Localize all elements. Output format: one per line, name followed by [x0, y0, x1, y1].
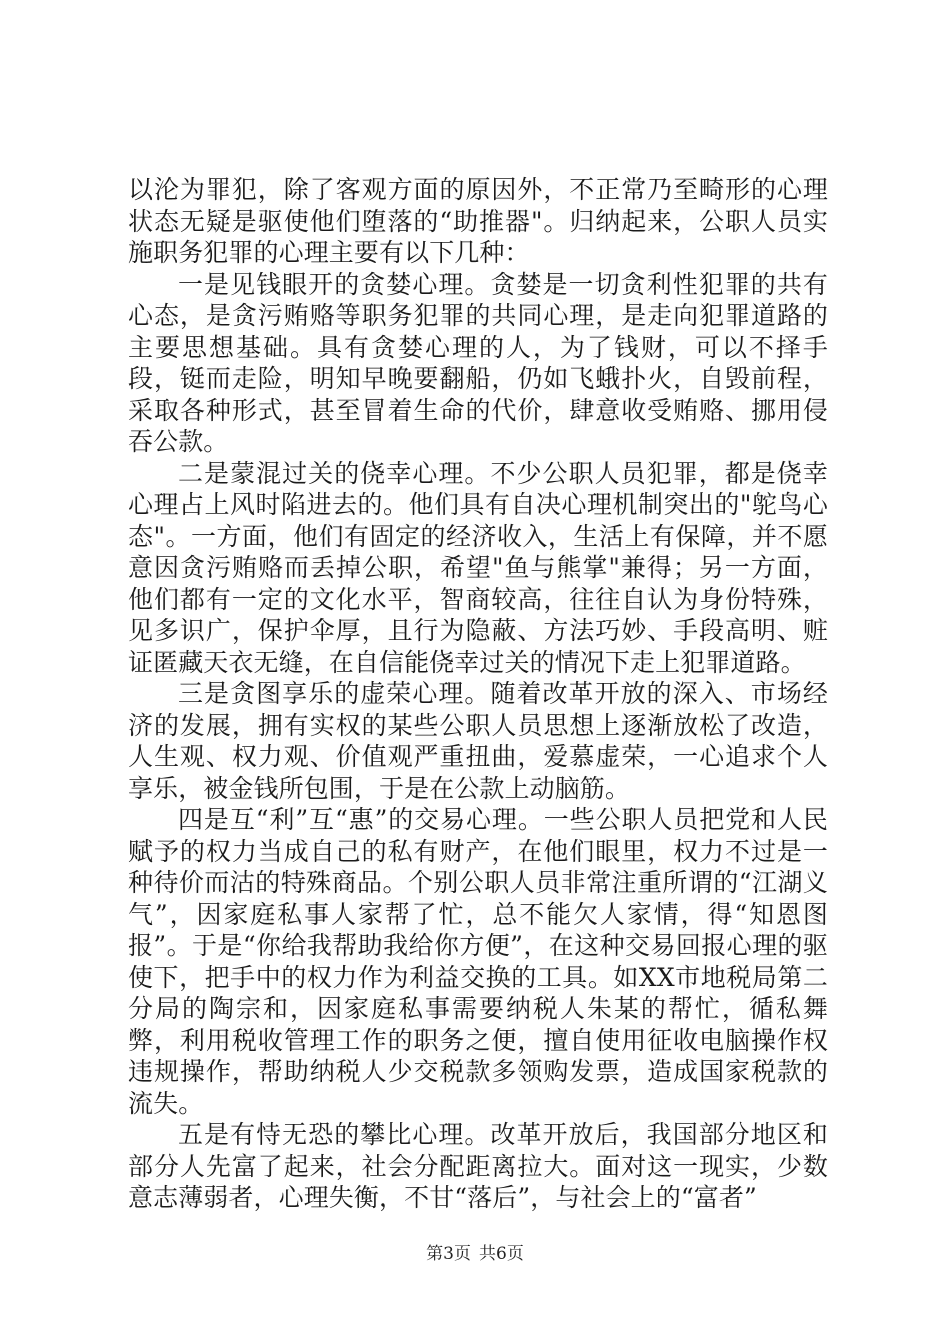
paragraph-comparison: 五是有恃无恐的攀比心理。改革开放后，我国部分地区和部分人先富了起来，社会分配距离拉大。面对这一现实，少数意志薄弱者，心理失衡，不甘“落后”，与社会上的“富者”: [128, 1120, 828, 1212]
paragraph-vanity: 三是贪图享乐的虚荣心理。随着改革开放的深入、市场经济的发展，拥有实权的某些公职人员思想上逐渐放松了改造，人生观、权力观、价值观严重扭曲，爱慕虚荣，一心追求个人享乐，被金钱所包围，于是在公款上动脑筋。: [128, 679, 828, 803]
paragraph-luck: 二是蒙混过关的侥幸心理。不少公职人员犯罪，都是侥幸心理占上风时陷进去的。他们具有自决心理机制突出的"鸵鸟心态"。一方面，他们有固定的经济收入，生活上有保障，并不愿意因贪污贿赂而丢掉公职，希望"鱼与熊掌"兼得；另一方面，他们都有一定的文化水平，智商较高，往往自认为身份特殊，见多识广，保护伞厚，且行为隐蔽、方法巧妙、手段高明、赃证匿藏天衣无缝，在自信能侥幸过关的情况下走上犯罪道路。: [128, 458, 828, 677]
paragraph-greed: 一是见钱眼开的贪婪心理。贪婪是一切贪利性犯罪的共有心态，是贪污贿赂等职务犯罪的共同心理，是走向犯罪道路的主要思想基础。具有贪婪心理的人，为了钱财，可以不择手段，铤而走险，明知早晚要翻船，仍如飞蛾扑火，自毁前程，采取各种形式，甚至冒着生命的代价，肆意收受贿赂、挪用侵吞公款。: [128, 269, 828, 456]
paragraph-exchange: 四是互“利”互“惠”的交易心理。一些公职人员把党和人民赋予的权力当成自己的私有财产，在他们眼里，权力不过是一种待价而沽的特殊商品。个别公职人员非常注重所谓的“江湖义气”，因家庭私事人家帮了忙，总不能欠人家情，得“知恩图报”。于是“你给我帮助我给你方便”，在这种交易回报心理的驱使下，把手中的权力作为利益交换的工具。如XX市地税局第二分局的陶宗和，因家庭私事需要纳税人朱某的帮忙，循私舞弊，利用税收管理工作的职务之便，擅自使用征收电脑操作权违规操作，帮助纳税人少交税款多领购发票，造成国家税款的流失。: [128, 805, 828, 1118]
paragraph-continuation: 以沦为罪犯，除了客观方面的原因外，不正常乃至畸形的心理状态无疑是驱使他们堕落的“助推器"。归纳起来，公职人员实施职务犯罪的心理主要有以下几种：: [128, 175, 828, 267]
page-footer: [0, 1243, 950, 1265]
page-number-total: 共6页: [479, 1244, 524, 1264]
page-number-current: 第3页: [426, 1244, 471, 1264]
body-text: [128, 174, 828, 1214]
